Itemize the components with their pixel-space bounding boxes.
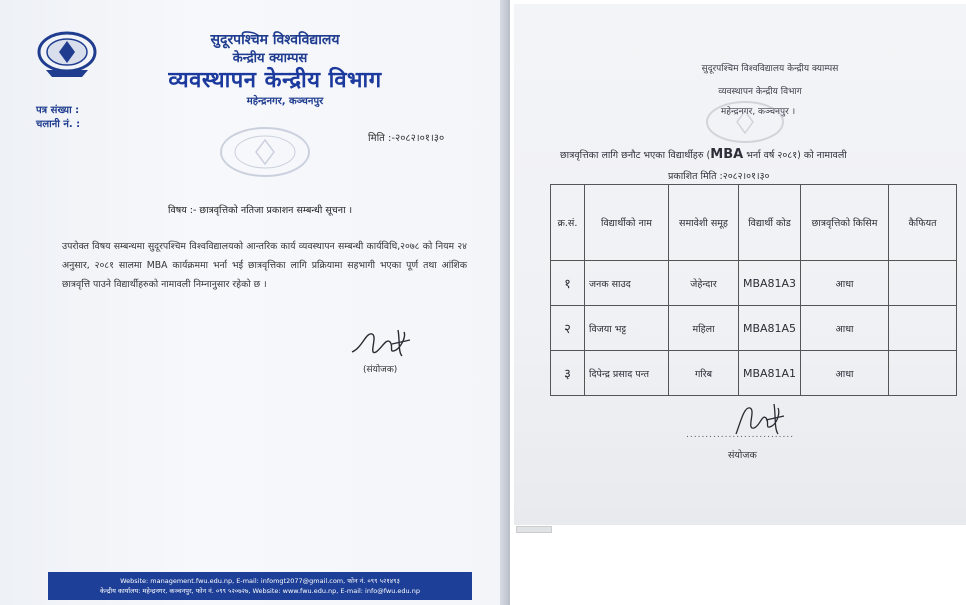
notice-date: मिति :-२०८२।०१।३० <box>368 133 445 144</box>
department-name: व्यवस्थापन केन्द्रीय विभाग <box>168 68 382 93</box>
table-row <box>551 306 957 351</box>
footer-office-line: केन्द्रीय कार्यालय: महेन्द्रनगर, कञ्चनपुर, फोन नं. ०९९ ५२०७२७, Website: www.fwu.edu.np, E-mail: info@fwu.edu.np <box>99 587 420 595</box>
cell-remark <box>889 351 957 396</box>
cell-sn: २ <box>551 306 585 351</box>
paper-edge-fragment <box>516 526 552 533</box>
signer-title: संयोजक <box>728 450 757 461</box>
cell-code: MBA81A5 <box>739 306 801 351</box>
location-text: महेन्द्रनगर, कञ्चनपुर <box>246 96 324 107</box>
column-header-sn: क्र.सं. <box>551 185 585 261</box>
column-header-type: छात्रवृत्तिको किसिम <box>801 185 889 261</box>
notice-body: उपरोक्त विषय सम्बन्धमा सुदूरपश्चिम विश्वविद्यालयको आन्तरिक कार्य व्यवस्थापन सम्बन्धी कार्यविधि,२०७८ को नियम २४ अनुसार, २०८१ सालमा MBA कार्यक्रममा भर्ना भई छात्रवृत्तिका लागि प्रक्रियामा सहभागी भएका पूर्ण तथा आंशिक छात्रवृत्ति पाउने विद्यार्थीहरुको नामावली निम्नानुसार रहेको छ । <box>62 241 467 290</box>
page-edge-shadow <box>500 0 510 605</box>
signature-line: ............................ <box>686 430 795 440</box>
list-title-after: भर्ना वर्ष २०८१) को नामावली <box>743 150 847 161</box>
published-date: प्रकाशित मिति :२०८२।०१।३० <box>668 171 770 182</box>
university-name: सुदूरपश्चिम विश्वविद्यालय <box>210 32 340 48</box>
cell-code: MBA81A3 <box>739 261 801 306</box>
cell-remark <box>889 306 957 351</box>
cell-name: विजया भट्ट <box>585 306 669 351</box>
cell-group: गरिब <box>669 351 739 396</box>
handwritten-signature <box>348 326 418 362</box>
letterhead-footer <box>48 572 472 600</box>
table-row <box>551 261 957 306</box>
faint-seal-watermark <box>210 122 320 182</box>
table-row <box>551 351 957 396</box>
notice-subject: विषय :- छात्रवृत्तिको नतिजा प्रकाशन सम्बन्धी सूचना । <box>168 205 353 216</box>
cell-group: जेहेन्दार <box>669 261 739 306</box>
footer-contact-line: Website: management.fwu.edu.np, E-mail: infomgt2077@gmail.com, फोन नं. ०९९ ५२१४९३ <box>120 577 400 585</box>
scholarship-table <box>550 184 957 396</box>
dispatch-number-label: चलानी नं. : <box>36 119 81 130</box>
list-header-university: सुदूरपश्चिम विश्वविद्यालय केन्द्रीय क्याम्पस <box>701 64 839 74</box>
cell-sn: १ <box>551 261 585 306</box>
cell-type: आधा <box>801 351 889 396</box>
cell-name: दिपेन्द्र प्रसाद पन्त <box>585 351 669 396</box>
column-header-name: विद्यार्थीको नाम <box>585 185 669 261</box>
column-header-group: समावेशी समूह <box>669 185 739 261</box>
cell-code: MBA81A1 <box>739 351 801 396</box>
cell-name: जनक साउद <box>585 261 669 306</box>
campus-name: केन्द्रीय क्याम्पस <box>232 51 308 66</box>
column-header-remark: कैफियत <box>889 185 957 261</box>
list-title <box>560 147 847 162</box>
signer-title: (संयोजक) <box>363 365 398 375</box>
list-title-program: MBA <box>710 147 744 162</box>
cell-type: आधा <box>801 261 889 306</box>
list-title-before: छात्रवृत्तिका लागि छनौट भएका विद्यार्थीहरु ( <box>560 150 711 161</box>
list-header-location: महेन्द्रनगर, कञ्चनपुर । <box>720 107 796 117</box>
list-header-department: व्यवस्थापन केन्द्रीय विभाग <box>718 87 802 97</box>
table-header-row <box>551 185 957 261</box>
cell-sn: ३ <box>551 351 585 396</box>
cell-type: आधा <box>801 306 889 351</box>
faint-seal-watermark <box>700 97 790 147</box>
column-header-code: विद्यार्थी कोड <box>739 185 801 261</box>
ref-number-label: पत्र संख्या : <box>36 105 80 116</box>
cell-remark <box>889 261 957 306</box>
cell-group: महिला <box>669 306 739 351</box>
scholarship-list-page <box>514 4 966 525</box>
